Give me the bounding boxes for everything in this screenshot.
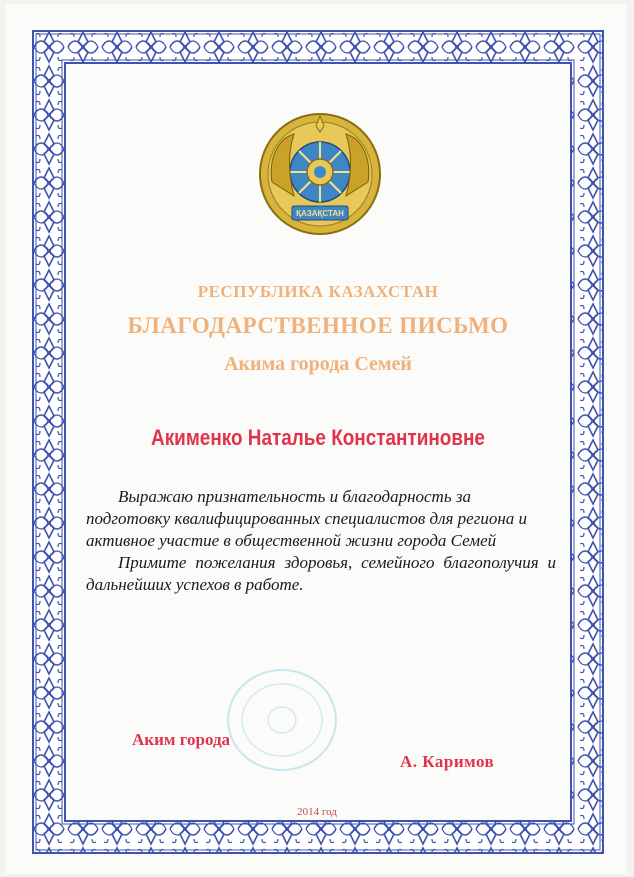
country-heading: РЕСПУБЛИКА КАЗАХСТАН xyxy=(197,282,439,301)
signature-name: А. Каримов xyxy=(400,752,495,771)
issuer-line: Акима города Семей xyxy=(224,353,412,375)
document-title: БЛАГОДАРСТВЕННОЕ ПИСЬМО xyxy=(127,313,509,338)
body-paragraph-1: Выражаю признательность и благодарность за подготовку квалифицированных специалистов для региона и активное участие в общественной жизни города Семей xyxy=(86,487,528,550)
official-stamp xyxy=(222,664,342,776)
issue-year: 2014 год xyxy=(297,806,337,818)
state-emblem xyxy=(258,112,382,236)
emblem-banner-text: ҚАЗАҚСТАН xyxy=(296,209,344,218)
letter-body xyxy=(86,486,556,596)
body-paragraph-2: Примите пожелания здоровья, семейного благополучия и дальнейших успехов в работе. xyxy=(86,553,556,594)
recipient-name: Акименко Наталье Константиновне xyxy=(151,425,485,450)
signature-title: Аким города xyxy=(132,730,231,749)
